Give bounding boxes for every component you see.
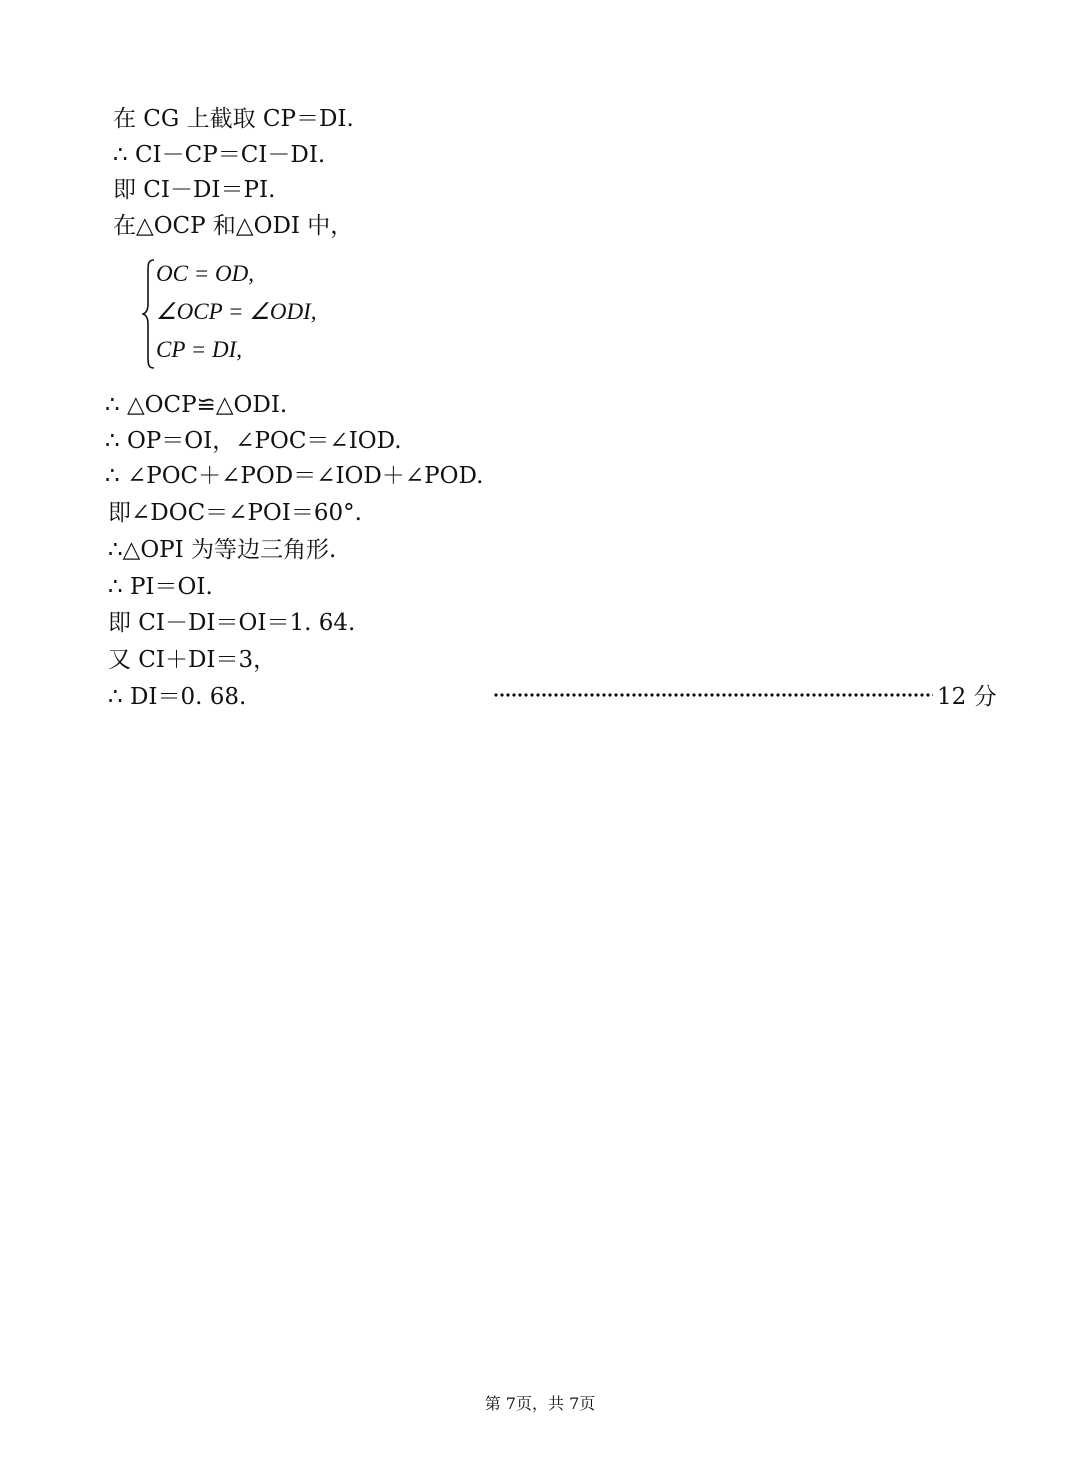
system-equation-3: CP = DI, bbox=[156, 337, 243, 362]
solution-line-13: ∴ DI＝0. 68. bbox=[108, 684, 247, 710]
solution-line-2: ∴ CI－CP＝CI－DI. bbox=[113, 142, 326, 168]
left-brace bbox=[142, 258, 156, 370]
dot-leader bbox=[493, 678, 933, 708]
equation-system bbox=[142, 258, 372, 370]
solution-line-10: ∴ PI＝OI. bbox=[108, 574, 213, 600]
solution-line-3: 即 CI－DI＝PI. bbox=[113, 177, 276, 203]
solution-line-1: 在 CG 上截取 CP＝DI. bbox=[113, 106, 354, 132]
solution-line-12: 又 CI＋DI＝3， bbox=[108, 647, 277, 673]
system-equation-2: ∠OCP = ∠ODI, bbox=[156, 299, 317, 324]
solution-line-7: ∴ ∠POC＋∠POD＝∠IOD＋∠POD. bbox=[105, 463, 484, 489]
system-equation-1: OC = OD, bbox=[156, 261, 254, 286]
score-label: 12 分 bbox=[937, 684, 997, 710]
solution-line-6: ∴ OP＝OI，∠POC＝∠IOD. bbox=[105, 428, 402, 454]
solution-line-4: 在△OCP 和△ODI 中， bbox=[113, 213, 354, 239]
solution-line-8: 即∠DOC＝∠POI＝60°. bbox=[108, 500, 362, 526]
solution-line-9: ∴△OPI 为等边三角形. bbox=[108, 537, 337, 563]
page-footer: 第 7页，共 7页 bbox=[484, 1394, 596, 1413]
solution-line-11: 即 CI－DI＝OI＝1. 64. bbox=[108, 610, 356, 636]
solution-line-5: ∴ △OCP≌△ODI. bbox=[105, 392, 288, 418]
